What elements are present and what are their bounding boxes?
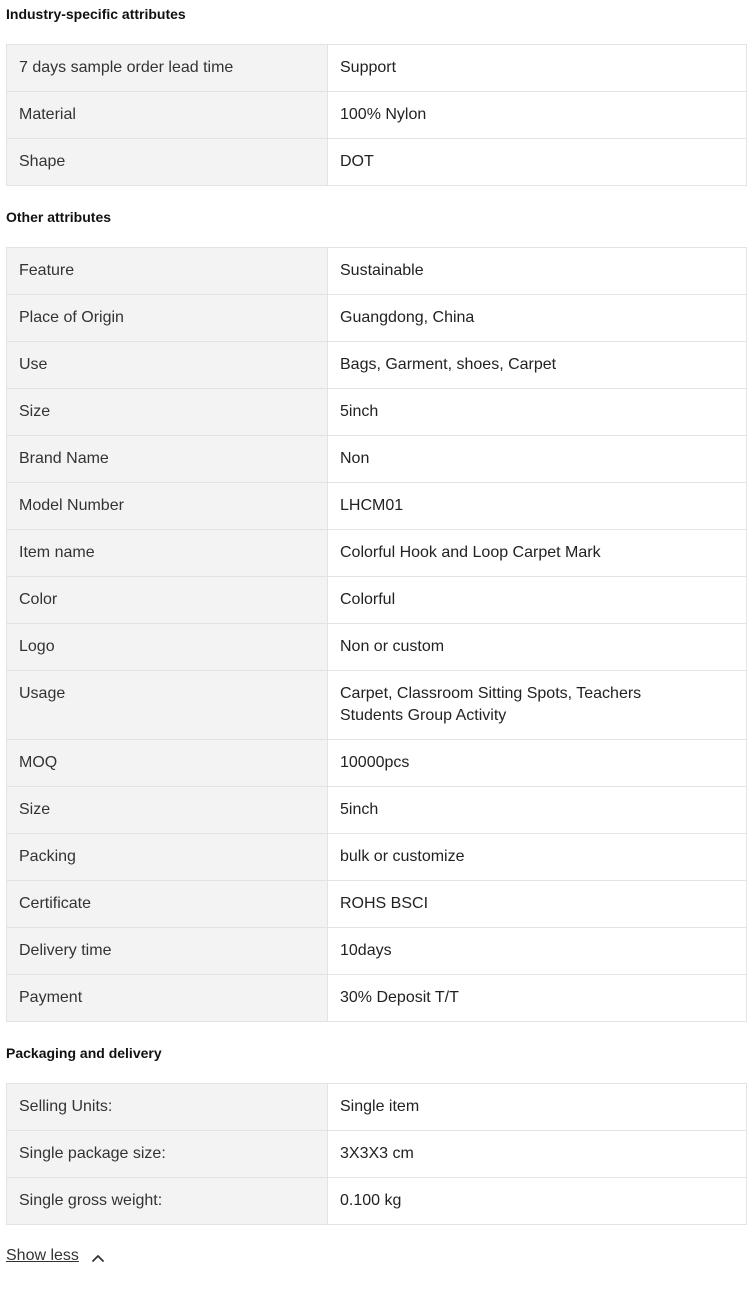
attribute-key: Single gross weight: [7, 1178, 328, 1225]
table-row [7, 483, 747, 530]
table-row [7, 1178, 747, 1225]
attribute-value: 0.100 kg [328, 1178, 747, 1225]
table-row [7, 248, 747, 295]
table-row [7, 834, 747, 881]
table-row [7, 436, 747, 483]
table-row [7, 139, 747, 186]
attribute-key: Logo [7, 624, 328, 671]
attribute-value: 30% Deposit T/T [328, 975, 747, 1022]
attribute-key: Single package size: [7, 1131, 328, 1178]
attribute-key: Size [7, 787, 328, 834]
attribute-value: Bags, Garment, shoes, Carpet [328, 342, 747, 389]
table-row [7, 928, 747, 975]
attribute-key: Material [7, 92, 328, 139]
other-attributes-table [6, 247, 747, 1022]
attribute-key: Model Number [7, 483, 328, 530]
show-less-link[interactable] [6, 1245, 105, 1267]
table-row [7, 577, 747, 624]
attribute-value: 5inch [328, 389, 747, 436]
table-row [7, 975, 747, 1022]
attribute-key: Payment [7, 975, 328, 1022]
attribute-value: Non or custom [328, 624, 747, 671]
table-row [7, 671, 747, 740]
attribute-value: bulk or customize [328, 834, 747, 881]
attribute-value: Colorful Hook and Loop Carpet Mark [328, 530, 747, 577]
attribute-key: Use [7, 342, 328, 389]
table-row [7, 92, 747, 139]
attribute-value: 3X3X3 cm [328, 1131, 747, 1178]
packaging-attributes-table [6, 1083, 747, 1225]
section-title-industry: Industry-specific attributes [6, 6, 186, 22]
attribute-key: Feature [7, 248, 328, 295]
table-row [7, 295, 747, 342]
attribute-key: Delivery time [7, 928, 328, 975]
attribute-value: 10000pcs [328, 740, 747, 787]
attribute-value: Guangdong, China [328, 295, 747, 342]
attribute-key: 7 days sample order lead time [7, 45, 328, 92]
attribute-key: Color [7, 577, 328, 624]
table-row [7, 45, 747, 92]
chevron-up-icon [91, 1250, 105, 1264]
table-row [7, 1131, 747, 1178]
attribute-value: Sustainable [328, 248, 747, 295]
table-row [7, 389, 747, 436]
attribute-key: Shape [7, 139, 328, 186]
attribute-value: Non [328, 436, 747, 483]
table-row [7, 1084, 747, 1131]
attribute-value: DOT [328, 139, 747, 186]
attribute-key: Packing [7, 834, 328, 881]
attribute-value: 100% Nylon [328, 92, 747, 139]
attribute-value: 5inch [328, 787, 747, 834]
section-title-packaging: Packaging and delivery [6, 1045, 162, 1061]
attribute-value: Single item [328, 1084, 747, 1131]
attribute-key: MOQ [7, 740, 328, 787]
section-title-other: Other attributes [6, 209, 112, 225]
attribute-key: Usage [7, 671, 328, 740]
table-row [7, 342, 747, 389]
attribute-key: Item name [7, 530, 328, 577]
table-row [7, 787, 747, 834]
attribute-value: Colorful [328, 577, 747, 624]
attribute-key: Place of Origin [7, 295, 328, 342]
attribute-value: 10days [328, 928, 747, 975]
industry-attributes-table [6, 44, 747, 186]
table-row [7, 624, 747, 671]
table-row [7, 530, 747, 577]
table-row [7, 740, 747, 787]
attribute-value: Support [328, 45, 747, 92]
show-less-label: Show less [6, 1247, 79, 1264]
attribute-key: Certificate [7, 881, 328, 928]
attribute-value: ROHS BSCI [328, 881, 747, 928]
attribute-key: Brand Name [7, 436, 328, 483]
table-row [7, 881, 747, 928]
attribute-value: Carpet, Classroom Sitting Spots, Teachers Students Group Activity [328, 671, 747, 740]
attribute-key: Size [7, 389, 328, 436]
attribute-value: LHCM01 [328, 483, 747, 530]
attribute-key: Selling Units: [7, 1084, 328, 1131]
